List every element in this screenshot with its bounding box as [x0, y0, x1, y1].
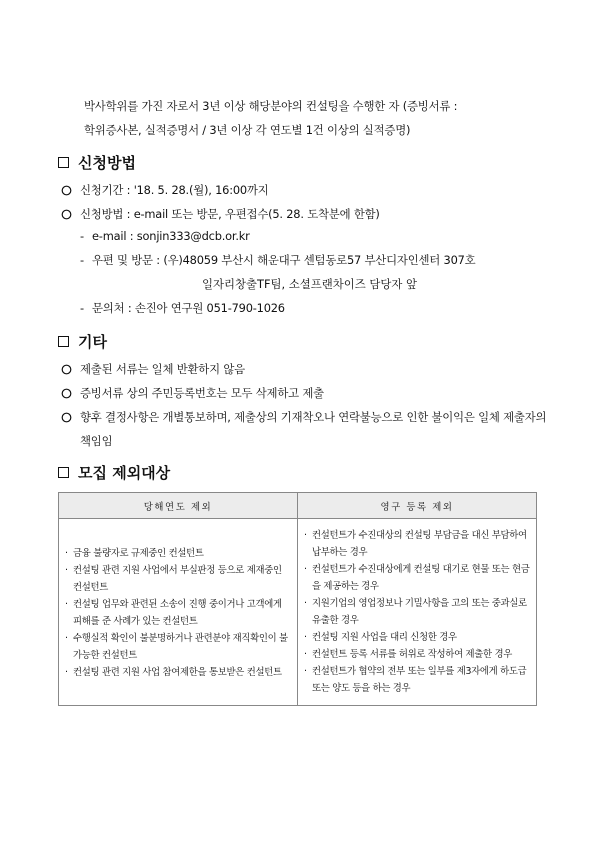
circle-bullet-icon: [61, 209, 72, 220]
list-item: [304, 663, 530, 697]
exclusion-table: [58, 492, 537, 706]
col1-item-1: 금융 불량자로 규제중인 컨설턴트: [73, 548, 204, 559]
application-email: e-mail : sonjin333@dcb.or.kr: [92, 229, 250, 243]
col2-item-2: 컨설턴트가 수진대상에게 컨설팅 대기로 현물 또는 현금을 제공하는 경우: [312, 564, 530, 592]
exclusion-title: 모집 제외대상: [78, 463, 171, 482]
misc-item-2: 증빙서류 상의 주민등록번호는 모두 삭제하고 제출: [80, 386, 324, 400]
col2-header: 영구 등록 제외: [298, 493, 537, 519]
dash-marker: -: [80, 229, 84, 243]
col1-item-5: 컨설팅 관련 지원 사업 참여제한을 통보받은 컨설턴트: [73, 667, 282, 678]
misc-item-3: 향후 결정사항은 개별통보하며, 제출상의 기재착오나 연락불능으로 인한 불이익은 일체 제출자의 책임임: [80, 410, 547, 448]
dot-bullet: ·: [304, 530, 307, 541]
intro-line-2: 학위증사본, 실적증명서 / 3년 이상 각 연도별 1건 이상의 실적증명): [84, 123, 411, 137]
list-item: [58, 409, 558, 453]
list-item: [58, 206, 558, 222]
col2-item-1: 컨설턴트가 수진대상의 컨설팅 부담금을 대신 부담하여 납부하는 경우: [312, 530, 527, 558]
list-item: [304, 561, 530, 595]
dot-bullet: ·: [304, 598, 307, 609]
application-method: 신청방법 : e-mail 또는 방문, 우편접수(5. 28. 도착분에 한함): [80, 207, 380, 221]
list-item: [65, 596, 291, 630]
intro-paragraph: [84, 94, 544, 142]
col2-item-6: 컨설턴트가 협약의 전부 또는 일부를 제3자에게 하도급 또는 양도 등을 하는 경우: [312, 666, 527, 694]
checkbox-square-icon: [58, 157, 69, 168]
dash-marker: -: [80, 301, 84, 315]
list-item: [65, 545, 291, 562]
circle-bullet-icon: [61, 185, 72, 196]
checkbox-square-icon: [58, 467, 69, 478]
col1-item-3: 컨설팅 업무와 관련된 소송이 진행 중이거나 고객에게 피해를 준 사례가 있는 컨설턴트: [73, 599, 282, 627]
dot-bullet: ·: [65, 599, 68, 610]
list-item: [58, 385, 558, 401]
application-title: 신청방법: [78, 153, 136, 172]
circle-bullet-icon: [61, 388, 72, 399]
misc-heading: [58, 330, 558, 352]
list-item: [65, 562, 291, 596]
col2-item-3: 지원기업의 영업정보나 기밀사항을 고의 또는 중과실로 유출한 경우: [312, 598, 527, 626]
dot-bullet: ·: [304, 564, 307, 575]
application-post-line-1: 우편 및 방문 : (우)48059 부산시 해운대구 센텀동로57 부산디자인센터 307호: [92, 253, 476, 267]
col1-item-2: 컨설팅 관련 지원 사업에서 부실판정 등으로 제재중인 컨설턴트: [73, 565, 282, 593]
dot-bullet: ·: [304, 666, 307, 677]
col1-header: 당해연도 제외: [59, 493, 298, 519]
application-section: [58, 151, 558, 316]
col2-item-5: 컨설턴트 등록 서류를 허위로 작성하여 제출한 경우: [312, 649, 512, 660]
application-contact: 문의처 : 손진아 연구원 051-790-1026: [92, 301, 285, 315]
application-period: 신청기간 : '18. 5. 28.(월), 16:00까지: [80, 183, 269, 197]
application-post-line-2: 일자리창출TF팀, 소셜프랜차이즈 담당자 앞: [202, 277, 418, 291]
misc-title: 기타: [78, 332, 107, 351]
dot-bullet: ·: [304, 632, 307, 643]
col2-cell: [298, 519, 537, 706]
application-email-row: [58, 228, 558, 244]
dot-bullet: ·: [65, 548, 68, 559]
exclusion-section: [58, 461, 558, 483]
dash-marker: -: [80, 253, 84, 267]
list-item: [58, 361, 558, 377]
list-item: [304, 629, 530, 646]
application-post-row: [58, 252, 558, 268]
col1-item-4: 수행실적 확인이 불분명하거나 관련분야 재직확인이 불가능한 컨설턴트: [73, 633, 288, 661]
exclusion-heading: [58, 461, 558, 483]
list-item: [58, 182, 558, 198]
list-item: [65, 664, 291, 681]
checkbox-square-icon: [58, 336, 69, 347]
circle-bullet-icon: [61, 412, 72, 423]
list-item: [304, 646, 530, 663]
dot-bullet: ·: [65, 633, 68, 644]
list-item: [65, 630, 291, 664]
dot-bullet: ·: [65, 565, 68, 576]
list-item: [304, 527, 530, 561]
circle-bullet-icon: [61, 364, 72, 375]
dot-bullet: ·: [65, 667, 68, 678]
list-item: [304, 595, 530, 629]
application-heading: [58, 151, 558, 173]
misc-item-1: 제출된 서류는 일체 반환하지 않음: [80, 362, 245, 376]
col2-item-4: 컨설팅 지원 사업을 대리 신청한 경우: [312, 632, 457, 643]
dot-bullet: ·: [304, 649, 307, 660]
col1-cell: [59, 519, 298, 706]
intro-line-1: 박사학위를 가진 자로서 3년 이상 해당분야의 컨설팅을 수행한 자 (증빙서류 :: [84, 99, 458, 113]
misc-section: [58, 330, 558, 453]
application-contact-row: [58, 300, 558, 316]
